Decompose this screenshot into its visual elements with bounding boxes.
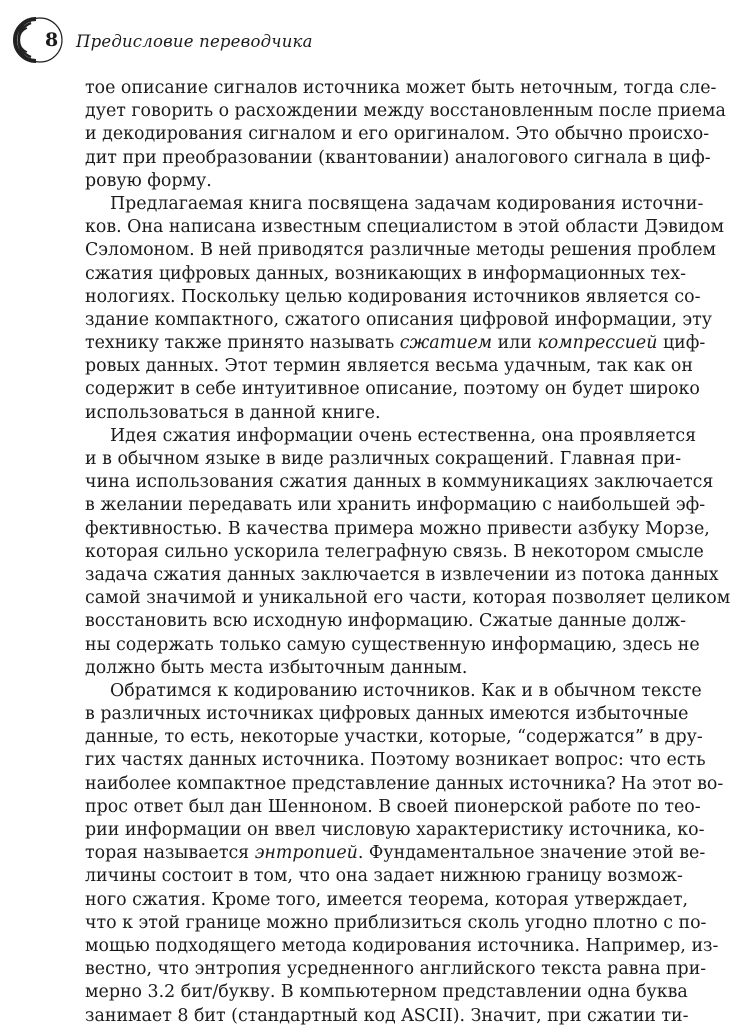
text-line: и декодирования сигналом и его оригиналом. Это обычно происхо- <box>85 124 710 145</box>
paragraph <box>85 425 730 680</box>
text-line: в желании передавать или хранить информацию с наибольшей эф- <box>85 495 706 516</box>
text-line: фективностью. В качества примера можно привести азбуку Морзе, <box>85 518 710 539</box>
text-line: использоваться в данной книге. <box>85 402 381 423</box>
text-line: вестно, что энтропия усредненного английского текста равна при- <box>85 959 707 980</box>
running-title: Предисловие переводчика <box>76 32 313 51</box>
text-line: тое описание сигналов источника может быть неточным, тогда сле- <box>85 78 717 98</box>
text-line: торая называется энтропией. Фундаментальное значение этой ве- <box>85 843 706 864</box>
text-line: дит при преобразовании (квантовании) аналогового сигнала в циф- <box>85 147 711 168</box>
text-line: самой значимой и уникальной его части, которая позволяет целиком <box>85 588 730 609</box>
text-line: технику также принято называть сжатием или компрессией циф- <box>85 333 706 354</box>
text-line: ровую форму. <box>85 170 212 191</box>
text-line: наиболее компактное представление данных источника? На этот во- <box>85 773 724 794</box>
text-line: дует говорить о расхождении между восстановленным после приема <box>85 101 726 122</box>
text-line: Обратимся к кодированию источников. Как и в обычном тексте <box>110 680 702 701</box>
text-line: ровых данных. Этот термин является весьма удачным, так как он <box>85 356 693 377</box>
text-line: задача сжатия данных заключается в извлечении из потока данных <box>85 564 719 585</box>
text-line: ков. Она написана известным специалистом в этой области Дэвидом <box>85 217 725 238</box>
page-number: 8 <box>45 29 59 51</box>
text-line: которая сильно ускорила телеграфную связь. В некотором смысле <box>85 541 704 562</box>
text-line: что к этой границе можно приблизиться сколь угодно плотно с по- <box>85 912 707 933</box>
text-line: восстановить всю исходную информацию. Сжатые данные долж- <box>85 611 687 632</box>
text-line: гих частях данных источника. Поэтому возникает вопрос: что есть <box>85 750 706 771</box>
paragraph <box>85 680 724 1028</box>
text-line: Предлагаемая книга посвящена задачам кодирования источни- <box>110 193 704 214</box>
paragraph <box>85 193 725 425</box>
text-line: личины состоит в том, что она задает нижнюю границу возмож- <box>85 866 683 887</box>
text-line: Идея сжатия информации очень естественна, она проявляется <box>110 425 697 446</box>
text-line: чина использования сжатия данных в коммуникациях заключается <box>85 472 714 493</box>
text-line: рии информации он ввел числовую характеристику источника, ко- <box>85 820 705 840</box>
text-line: нологиях. Поскольку целью кодирования источников является со- <box>85 286 701 307</box>
text-line: в различных источниках цифровых данных имеются избыточные <box>85 704 689 725</box>
text-line: прос ответ был дан Шенноном. В своей пионерской работе по тео- <box>85 796 701 817</box>
text-line: ны содержать только самую существенную информацию, здесь не <box>85 634 700 655</box>
text-line: мощью подходящего метода кодирования источника. Например, из- <box>85 935 719 956</box>
paragraph <box>85 77 726 193</box>
text-line: сжатия цифровых данных, возникающих в информационных тех- <box>85 263 686 284</box>
text-line: мерно 3.2 бит/букву. В компьютерном представлении одна буква <box>85 982 688 1003</box>
text-line: данные, то есть, некоторые участки, которые, “содержатся” в дру- <box>85 727 703 748</box>
text-line: должно быть места избыточным данным. <box>85 657 468 678</box>
text-line: здание компактного, сжатого описания цифровой информации, эту <box>85 309 712 330</box>
page-header <box>16 16 616 64</box>
text-line: и в обычном языке в виде различных сокращений. Главная при- <box>85 449 682 469</box>
text-line: ного сжатия. Кроме того, имеется теорема, которая утверждает, <box>85 889 688 910</box>
body-text <box>85 77 730 1028</box>
text-line: содержит в себе интуитивное описание, поэтому он будет широко <box>85 379 700 400</box>
text-line: Сэломоном. В ней приводятся различные методы решения проблем <box>85 240 717 261</box>
text-line: занимает 8 бит (стандартный код ASCII). Значит, при сжатии ти- <box>85 1005 689 1026</box>
